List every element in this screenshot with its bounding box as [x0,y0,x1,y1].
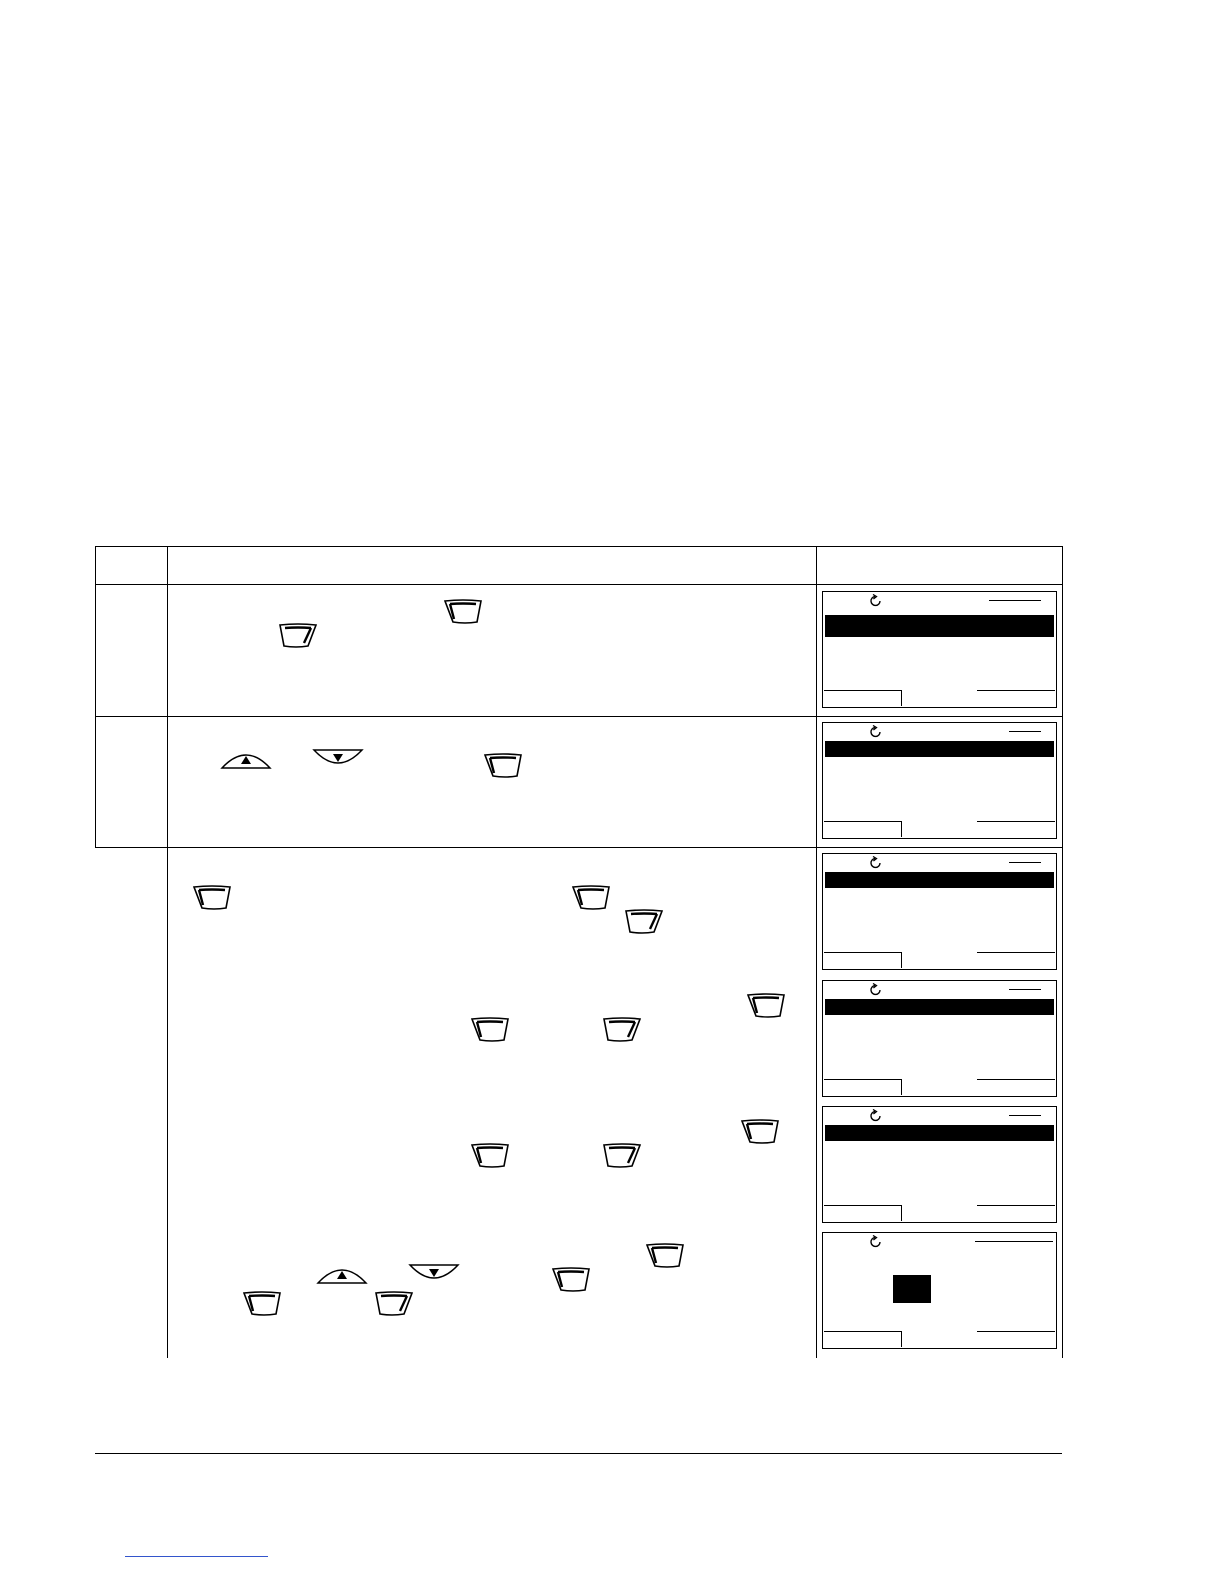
status-line [1009,731,1041,732]
right-softkey-field [977,690,1055,706]
right-softkey-icon [242,1290,282,1318]
table-header-divider [95,584,1063,585]
left-softkey-icon [374,1290,414,1318]
rotation-direction-icon [869,983,883,997]
rotation-direction-icon [869,594,883,608]
highlighted-row [825,615,1054,637]
right-softkey-icon [746,992,786,1020]
right-softkey-icon [192,884,232,912]
highlighted-row [825,1125,1054,1141]
footer-link-underline[interactable] [125,1556,268,1557]
table-col-divider-1 [167,546,168,1358]
left-softkey-field [824,690,902,706]
panel-display [822,722,1057,839]
up-arrow-key-icon [220,748,272,770]
rotation-direction-icon [869,856,883,870]
right-softkey-icon [740,1118,780,1146]
rotation-direction-icon [869,1109,883,1123]
left-softkey-icon [602,1142,642,1170]
table-col-divider-2 [816,546,817,1358]
rotation-direction-icon [869,1235,883,1249]
table-left-border-lower [95,584,96,848]
right-softkey-icon [470,1016,510,1044]
table-row-divider-2 [95,847,1063,848]
panel-display [822,1106,1057,1223]
left-softkey-icon [602,1016,642,1044]
edit-cursor-block [893,1275,931,1303]
panel-display [822,853,1057,970]
down-arrow-key-icon [408,1263,460,1285]
up-arrow-key-icon [316,1263,368,1285]
left-softkey-field [824,1079,902,1095]
right-softkey-field [977,952,1055,968]
panel-display [822,980,1057,1097]
panel-display [822,591,1057,708]
right-softkey-icon [571,884,611,912]
highlighted-row [825,741,1054,757]
highlighted-row [825,872,1054,888]
right-softkey-field [977,821,1055,837]
footer-rule [95,1453,1062,1454]
left-softkey-icon [624,908,664,936]
right-softkey-field [977,1331,1055,1347]
right-softkey-icon [645,1242,685,1270]
rotation-direction-icon [869,725,883,739]
left-softkey-field [824,952,902,968]
status-line [989,600,1041,601]
table-row-divider-1 [95,716,1063,717]
right-softkey-field [977,1205,1055,1221]
highlighted-row [825,999,1054,1015]
left-softkey-icon [278,622,318,650]
table-left-border [95,546,96,586]
right-softkey-icon [551,1266,591,1294]
right-softkey-icon [483,752,523,780]
left-softkey-field [824,821,902,837]
table-right-border [1062,546,1063,1358]
status-line [975,1241,1053,1242]
table-top-border [95,546,1063,547]
left-softkey-field [824,1205,902,1221]
right-softkey-icon [443,598,483,626]
panel-display [822,1232,1057,1349]
status-line [1009,989,1041,990]
left-softkey-field [824,1331,902,1347]
right-softkey-field [977,1079,1055,1095]
status-line [1009,862,1041,863]
down-arrow-key-icon [312,748,364,770]
status-line [1009,1115,1041,1116]
right-softkey-icon [470,1142,510,1170]
